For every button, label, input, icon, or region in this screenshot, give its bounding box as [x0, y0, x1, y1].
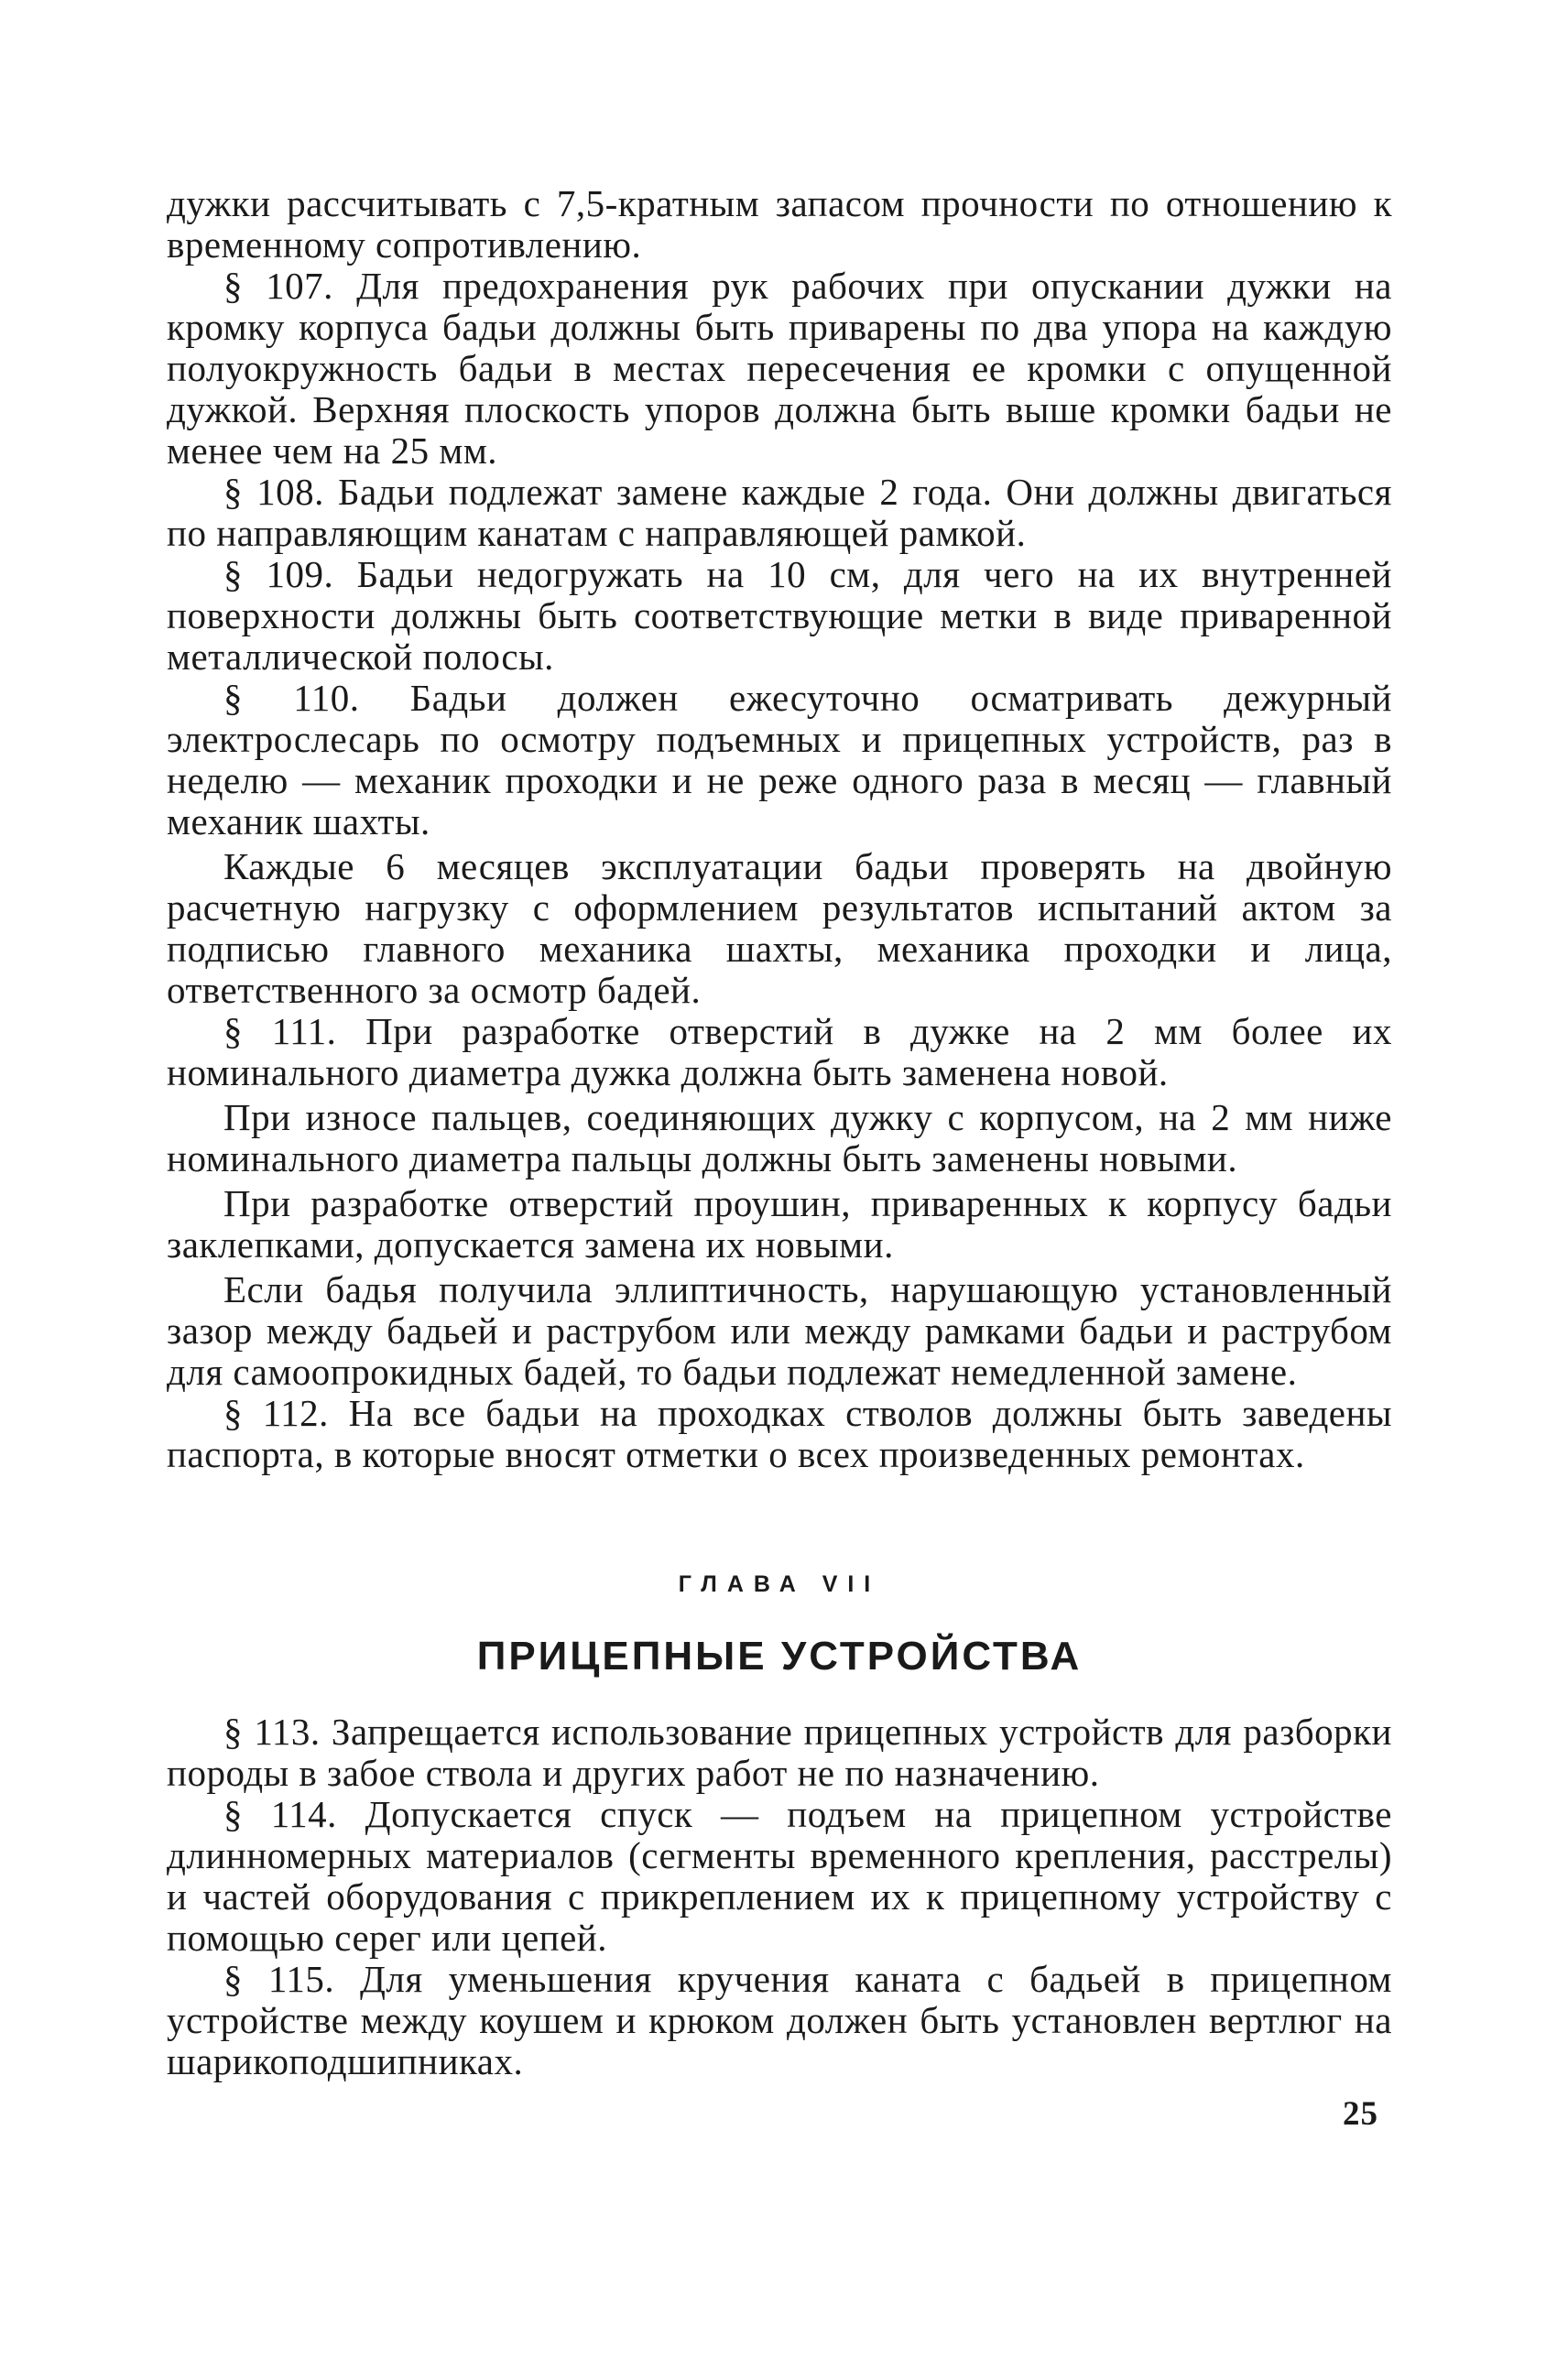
paragraph-111-pins: При износе пальцев, соединяющих дужку с корпусом, на 2 мм ниже номинального диаметра пальцы должны быть заменены новыми.: [167, 1096, 1392, 1179]
page-number: 25: [1343, 2095, 1378, 2133]
chapter-body: [167, 1712, 1392, 2082]
paragraph: дужки рассчитывать с 7,5-кратным запасом прочности по отношению к временному сопротивлению.: [167, 182, 1392, 266]
paragraph-111-lugs: При разработке отверстий проушин, приваренных к корпусу бадьи заклепками, допускается замена их новыми.: [167, 1182, 1392, 1266]
paragraph-114: § 114. Допускается спуск — подъем на прицепном устройстве длинномерных материалов (сегменты временного крепления, расстрелы) и частей оборудования с прикреплением их к прицепному устройству с помощью серег или цепей.: [167, 1793, 1392, 1959]
paragraph-110: § 110. Бадьи должен ежесуточно осматривать дежурный электрослесарь по осмотру подъемных и прицепных устройств, раз в неделю — механик проходки и не реже одного раза в месяц — главный механик шахты.: [167, 677, 1392, 842]
paragraph-109: § 109. Бадьи недогружать на 10 см, для чего на их внутренней поверхности должны быть соответствующие метки в виде приваренной металлической полосы.: [167, 553, 1392, 678]
chapter-label: ГЛАВА VII: [678, 1571, 881, 1597]
paragraph-111-ellipticity: Если бадья получила эллиптичность, нарушающую установленный зазор между бадьей и раструбом или между рамками бадьи и раструбом для самоопрокидных бадей, то бадьи подлежат немедленной замене.: [167, 1268, 1392, 1393]
page-body: [167, 183, 1392, 2082]
chapter-title: ПРИЦЕПНЫЕ УСТРОЙСТВА: [476, 1634, 1083, 1679]
paragraph-112: § 112. На все бадьи на проходках стволов должны быть заведены паспорта, в которые вносят отметки о всех произведенных ремонтах.: [167, 1392, 1392, 1475]
paragraph-115: § 115. Для уменьшения кручения каната с бадьей в прицепном устройстве между коушем и крюком должен быть установлен вертлюг на шарикоподшипниках.: [167, 1958, 1392, 2082]
paragraph-110-continued: Каждые 6 месяцев эксплуатации бадьи проверять на двойную расчетную нагрузку с оформлением результатов испытаний актом за подписью главного механика шахты, механика проходки и лица, ответственного за осмотр бадей.: [167, 845, 1392, 1011]
paragraph-107: § 107. Для предохранения рук рабочих при опускании дужки на кромку корпуса бадьи должны быть приварены по два упора на каждую полуокружность бадьи в местах пересечения ее кромки с опущенной дужкой. Верхняя плоскость упоров должна быть выше кромки бадьи не менее чем на 25 мм.: [167, 265, 1392, 472]
paragraph-113: § 113. Запрещается использование прицепных устройств для разборки породы в забое ствола и других работ не по назначению.: [167, 1711, 1392, 1794]
paragraph-108: § 108. Бадьи подлежат замене каждые 2 года. Они должны двигаться по направляющим канатам с направляющей рамкой.: [167, 471, 1392, 554]
section-continuation: [167, 183, 1392, 1475]
paragraph-111: § 111. При разработке отверстий в дужке на 2 мм более их номинального диаметра дужка должна быть заменена новой.: [167, 1010, 1392, 1093]
